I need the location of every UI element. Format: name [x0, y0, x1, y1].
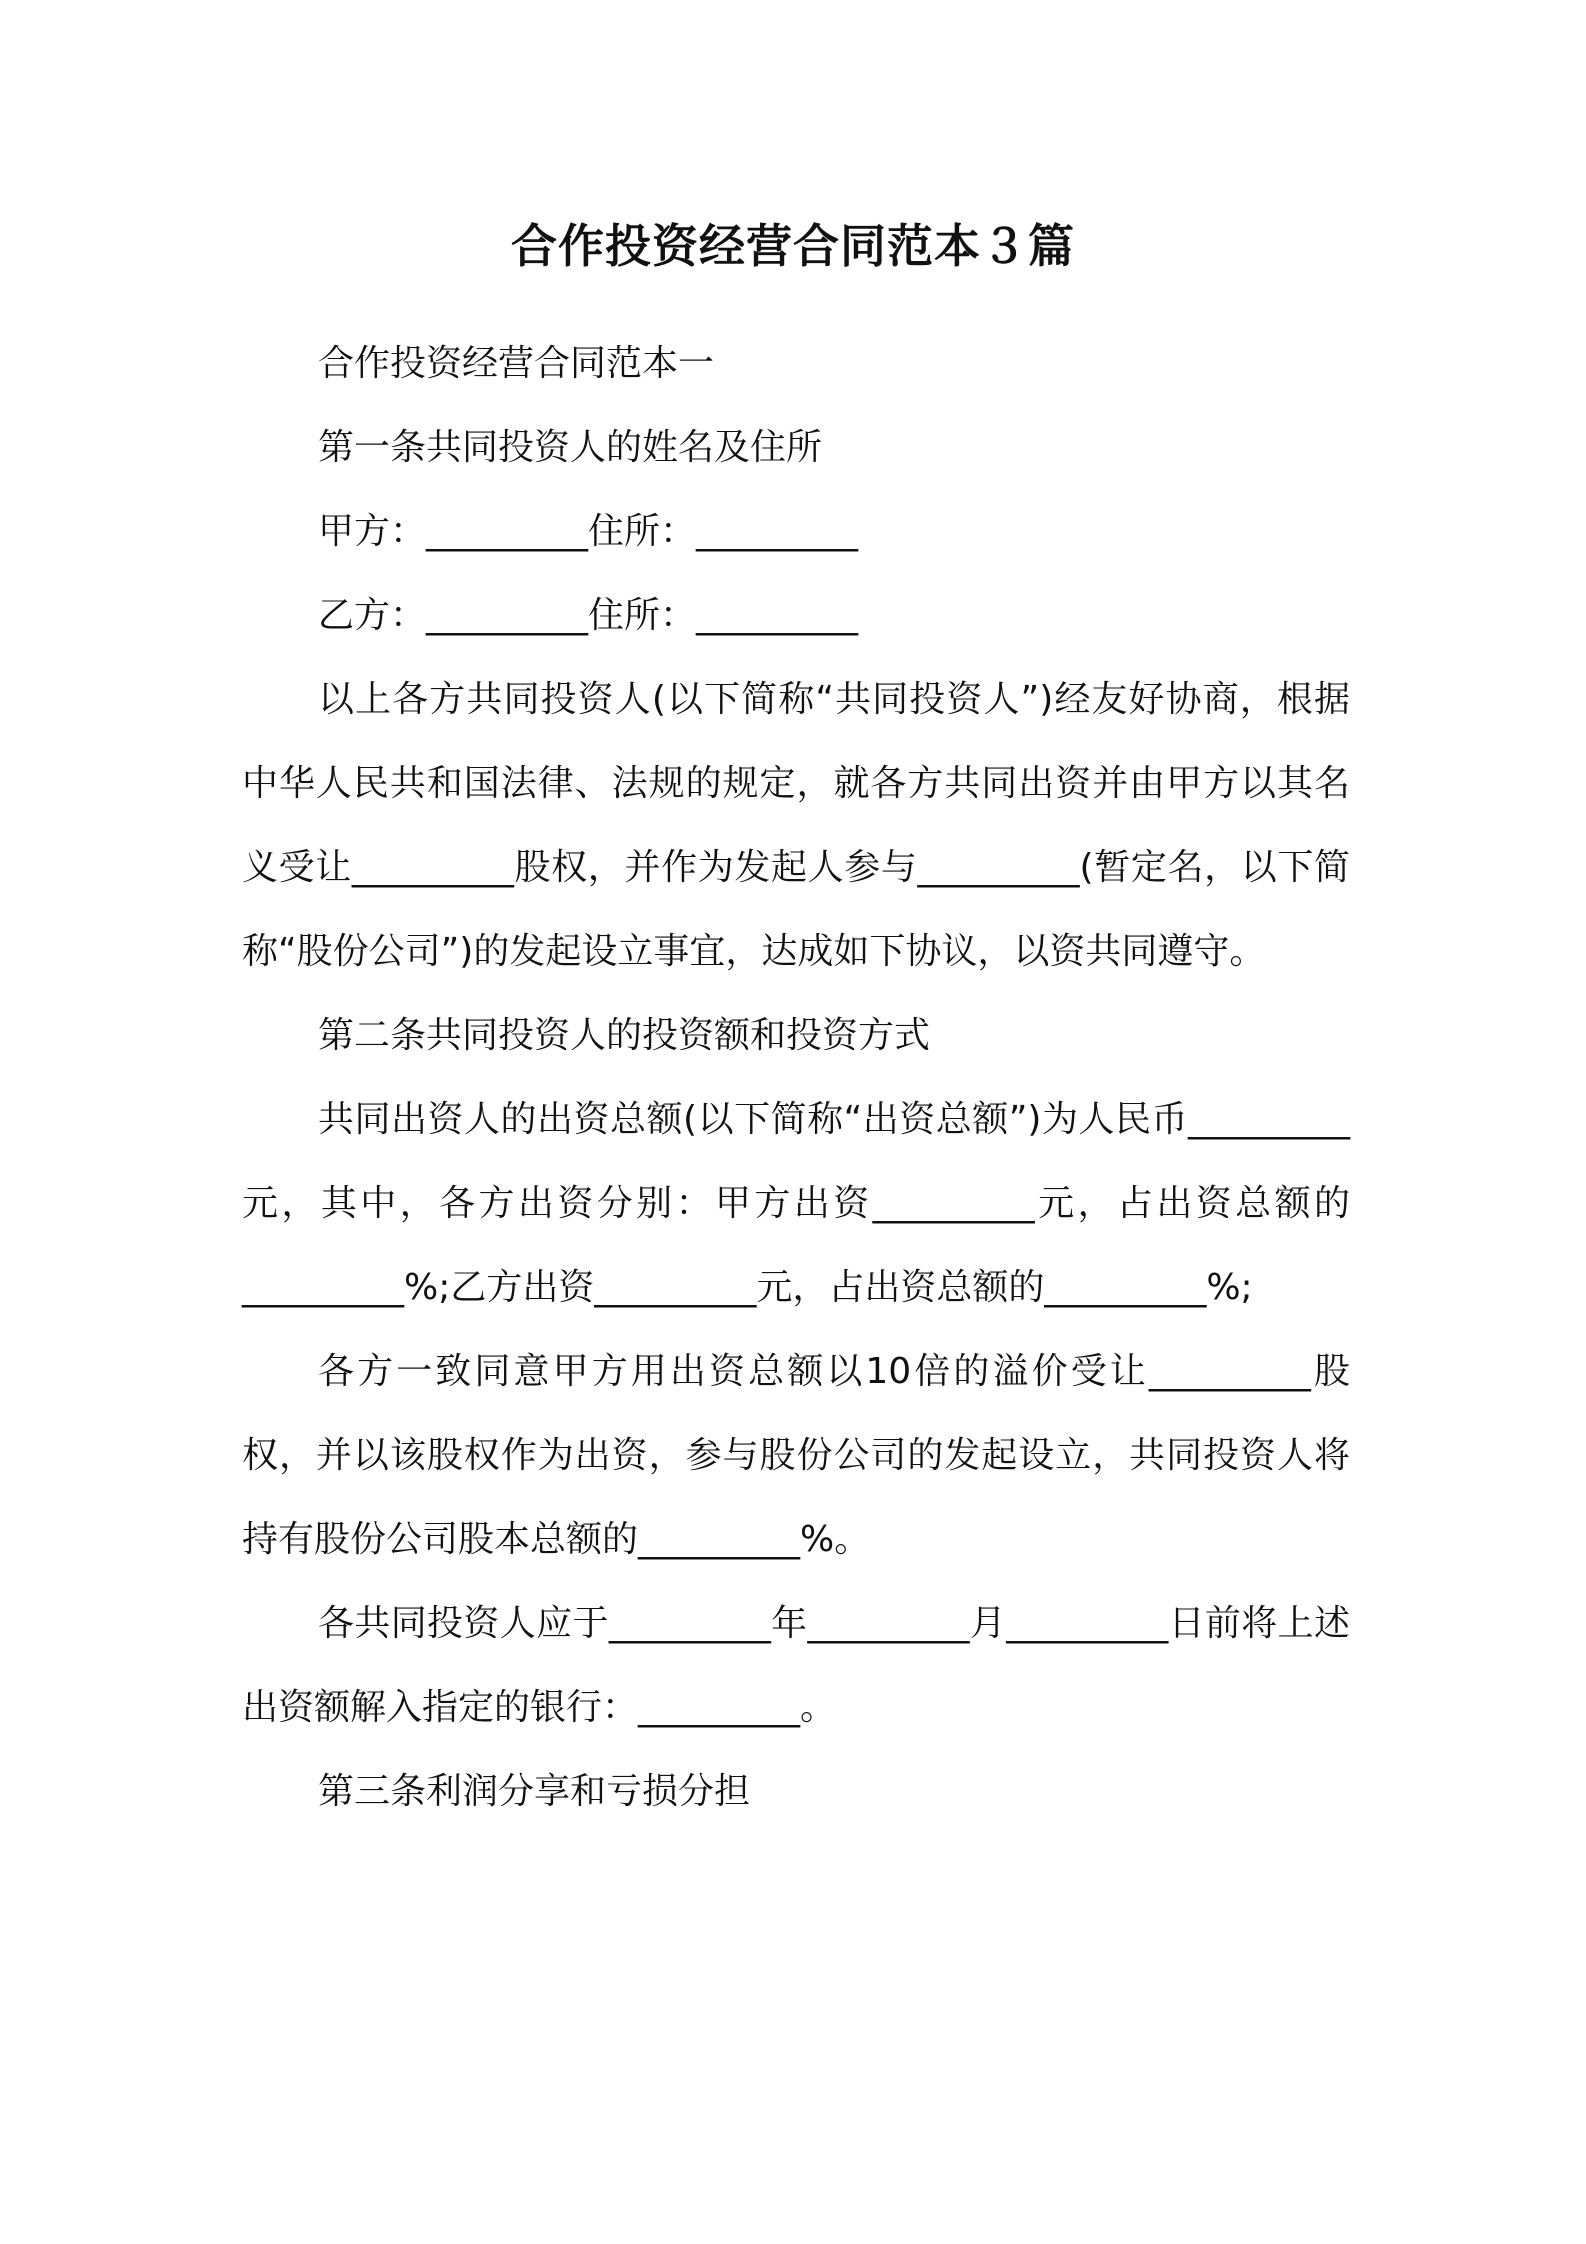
body-paragraph: 以上各方共同投资人(以下简称“共同投资人”)经友好协商，根据中华人民共和国法律、法规的规定，就各方共同出资并由甲方以其名义受让_________股权，并作为发起人参与_________(暂定名，以下简称“股份公司”)的发起设立事宜，达成如下协议，以资共同遵守。 — [242, 679, 1350, 972]
party-line: 乙方：_________住所：_________ — [318, 595, 859, 636]
document-body — [242, 322, 1350, 1834]
section-heading: 合作投资经营合同范本一 — [318, 343, 715, 384]
article-heading: 第二条共同投资人的投资额和投资方式 — [318, 1015, 931, 1056]
article-heading: 第三条利润分享和亏损分担 — [318, 1771, 751, 1812]
body-paragraph: 各共同投资人应于_________年_________月_________日前将上述出资额解入指定的银行：_________。 — [242, 1603, 1350, 1728]
body-paragraph: 各方一致同意甲方用出资总额以10倍的溢价受让_________股权，并以该股权作为出资，参与股份公司的发起设立，共同投资人将持有股份公司股本总额的_________%。 — [242, 1351, 1350, 1560]
article-heading: 第一条共同投资人的姓名及住所 — [318, 427, 823, 468]
document-title: 合作投资经营合同范本３篇 — [511, 219, 1075, 273]
party-line: 甲方：_________住所：_________ — [318, 511, 859, 552]
body-paragraph: 共同出资人的出资总额(以下简称“出资总额”)为人民币_________元，其中，各方出资分别：甲方出资_________元，占出资总额的_________%;乙方出资_________元，占出资总额的_________%; — [242, 1099, 1350, 1308]
